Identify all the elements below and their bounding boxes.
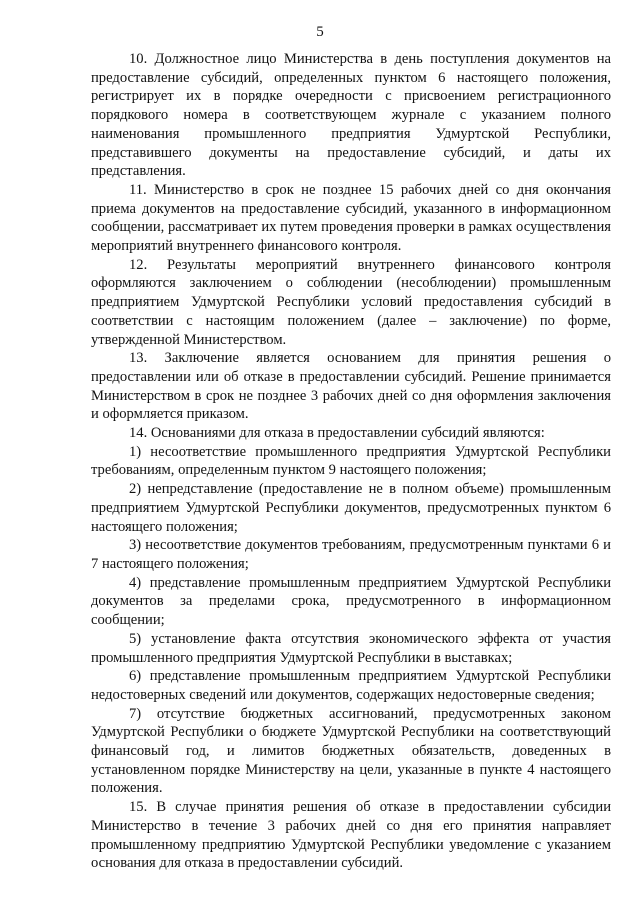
list-item-7: 7) отсутствие бюджетных ассигнований, предусмотренных законом Удмуртской Республики о бюджете Удмуртской Республики на соответствующий финансовый год, и лимитов бюджетных обязательств, доведенных в установленном порядке Министерству на цели, указанные в пункте 4 настоящего положения.	[91, 705, 611, 797]
paragraph-13: 13. Заключение является основанием для принятия решения о предоставлении или об отказе в предоставлении субсидий. Решение принимается Министерством в срок не позднее 3 рабочих дней со дня оформления заключения и оформляется приказом.	[91, 350, 611, 423]
list-item-4: 4) представление промышленным предприятием Удмуртской Республики документов за пределами срока, предусмотренного в информационном сообщении;	[91, 574, 611, 629]
list-item-2: 2) непредставление (предоставление не в полном объеме) промышленным предприятием Удмуртской Республики документов, предусмотренных пунктом 6 настоящего положения;	[91, 481, 611, 535]
paragraph-12: 12. Результаты мероприятий внутреннего финансового контроля оформляются заключением о соблюдении (несоблюдении) промышленным предприятием Удмуртской Республики условий предоставления субсидий в соответствии с настоящим положением (далее – заключение) по форме, утвержденной Министерством.	[91, 256, 611, 348]
paragraph-10: 10. Должностное лицо Министерства в день поступления документов на предоставление субсидий, определенных пунктом 6 настоящего положения, регистрирует их в порядке очередности с присвоением регистрационного порядкового номера в соответствующем журнале с указанием полного наименования промышленного предприятия Удмуртской Республики, представившего документы на предоставление субсидий, и даты их представления.	[91, 51, 611, 180]
page-number: 5	[316, 24, 324, 40]
document-body	[91, 50, 611, 873]
list-item-5: 5) установление факта отсутствия экономического эффекта от участия промышленного предприятия Удмуртской Республики в выставках;	[91, 630, 611, 666]
paragraph-11: 11. Министерство в срок не позднее 15 рабочих дней со дня окончания приема документов на предоставление субсидий, указанного в информационном сообщении, рассматривает их путем проведения проверки в рамках осуществления мероприятий внутреннего финансового контроля.	[91, 181, 611, 255]
paragraph-15: 15. В случае принятия решения об отказе в предоставлении субсидии Министерство в течение 3 рабочих дней со дня его принятия направляет промышленному предприятию Удмуртской Республики уведомление с указанием основания для отказа в предоставлении субсидий.	[91, 799, 611, 872]
paragraph-14: 14. Основаниями для отказа в предоставлении субсидий являются:	[129, 425, 545, 442]
list-item-3: 3) несоответствие документов требованиям, предусмотренным пунктами 6 и 7 настоящего положения;	[91, 537, 611, 572]
list-item-1: 1) несоответствие промышленного предприятия Удмуртской Республики требованиям, определенным пунктом 9 настоящего положения;	[91, 443, 611, 479]
list-item-6: 6) представление промышленным предприятием Удмуртской Республики недостоверных сведений или документов, содержащих недостоверные сведения;	[91, 668, 611, 703]
